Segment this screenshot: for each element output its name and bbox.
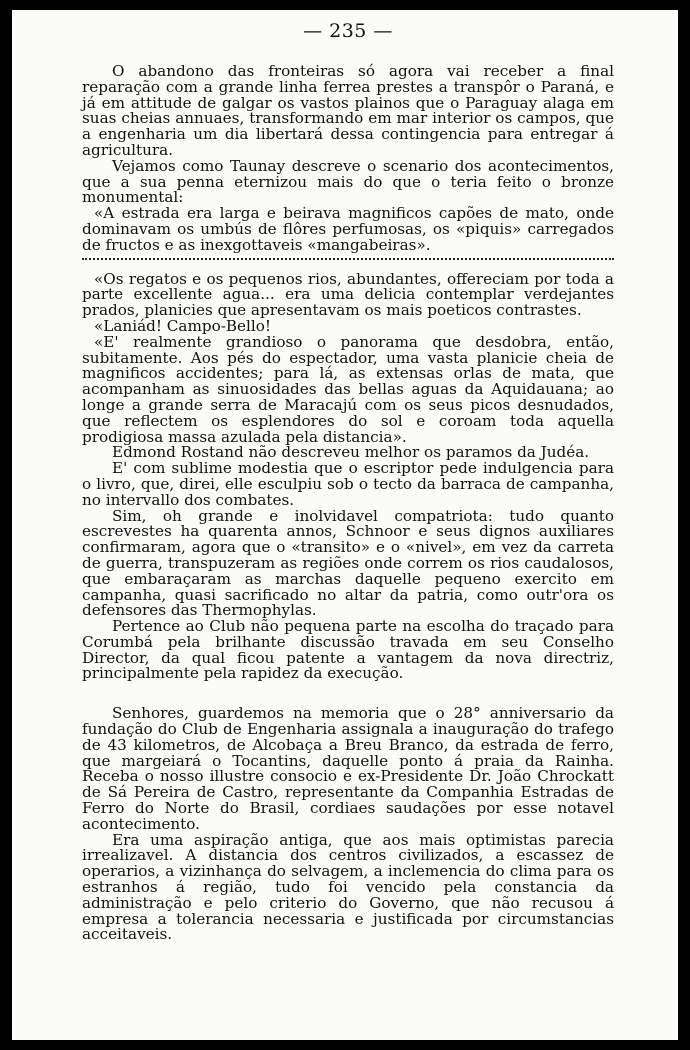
quote-paragraph-3: «Laniád! Campo-Bello! (94, 316, 271, 335)
dotted-separator (82, 258, 614, 260)
paragraph-3: Edmond Rostand não descreveu melhor os paramos da Judéa. (112, 443, 590, 462)
book-page (12, 10, 678, 1040)
paragraph-7: Senhores, guardemos na memoria que o 28° anniversario da fundação do Club de Engenharia assignala a inauguração do trafego de 43 kilometros, de Alcobaça a Breu Branco, da estrada de ferro, que margeiará o Tocantins, daquelle ponto á praia da Rainha. Receba o nosso illustre consocio e ex-Presidente Dr. João Chrockatt de Sá Pereira de Castro, representante da Companhia Estradas de Ferro do Norte do Brasil, cordiaes saudações por esse notavel acontecimento. (82, 704, 614, 833)
quote-paragraph-4: «E' realmente grandioso o panorama que desdobra, então, subitamente. Aos pés do espectador, uma vasta planicie cheia de magnificos accidentes; para lá, as extensas orlas de mata, que acompanham as sinuosidades das bellas aguas da Aquidauana; ao longe a grande serra de Maracajú com os seus picos desnudados, que reflectem os esplendores do sol e coroam toda aquella prodigiosa massa azulada pela distancia». (82, 332, 614, 446)
quote-paragraph-2: «Os regatos e os pequenos rios, abundantes, offereciam por toda a parte excellente agua... era uma delicia contemplar verdejantes prados, planicies que apresentavam os mais poeticos contrastes. (82, 269, 614, 320)
paragraph-8: Era uma aspiração antiga, que aos mais optimistas parecia irrealizavel. A distancia dos centros civilizados, a escassez de operarios, a vizinhança do selvagem, a inclemencia do clima para os estranhos á região, tudo foi vencido pela constancia da administração e pelo criterio do Governo, que não recusou á empresa a tolerancia necessaria e justificada por circumstancias acceitaveis. (82, 830, 614, 944)
paragraph-6: Pertence ao Club não pequena parte na escolha do traçado para Corumbá pela brilhante discussão travada em seu Conselho Director, da qual ficou patente a vantagem da nova directriz, principalmente pela rapidez da execução. (82, 617, 614, 683)
paragraph-4: E' com sublime modestia que o escriptor pede indulgencia para o livro, que, direi, elle esculpiu sob o tecto da barraca de campanha, no intervallo dos combates. (82, 459, 614, 509)
body-text (82, 64, 614, 943)
section-gap (82, 682, 614, 706)
page-number: — 235 — (303, 20, 393, 42)
paragraph-1: O abandono das fronteiras só agora vai receber a final reparação com a grande linha ferrea prestes a transpôr o Paraná, e já em attitude de galgar os vastos plainos que o Paraguay alaga em suas cheias annuaes, transformando em mar interior os campos, que a engenharia um dia libertará dessa contingencia para entregar á agricultura. (82, 62, 614, 159)
quote-paragraph-1: «A estrada era larga e beirava magnificos capões de mato, onde dominavam os umbús de flôres perfumosas, os «piquis» carregados de fructos e as inexgottaveis «mangabeiras». (82, 204, 614, 254)
paragraph-5: Sim, oh grande e inolvidavel compatriota: tudo quanto escrevestes ha quarenta annos, Schnoor e seus dignos auxiliares confirmaram, agora que o «transito» e o «nivel», em vez da carreta de guerra, transpuzeram as regiões onde correm os rios caudalosos, que embaraçaram as marchas daquelle pequeno exercito em campanha, quasi sacrificado no altar da patria, como outr'ora os defensores das Thermophylas. (82, 506, 614, 620)
paragraph-2: Vejamos como Taunay descreve o scenario dos acontecimentos, que a sua penna eternizou mais do que o teria feito o bronze monumental: (82, 156, 614, 207)
